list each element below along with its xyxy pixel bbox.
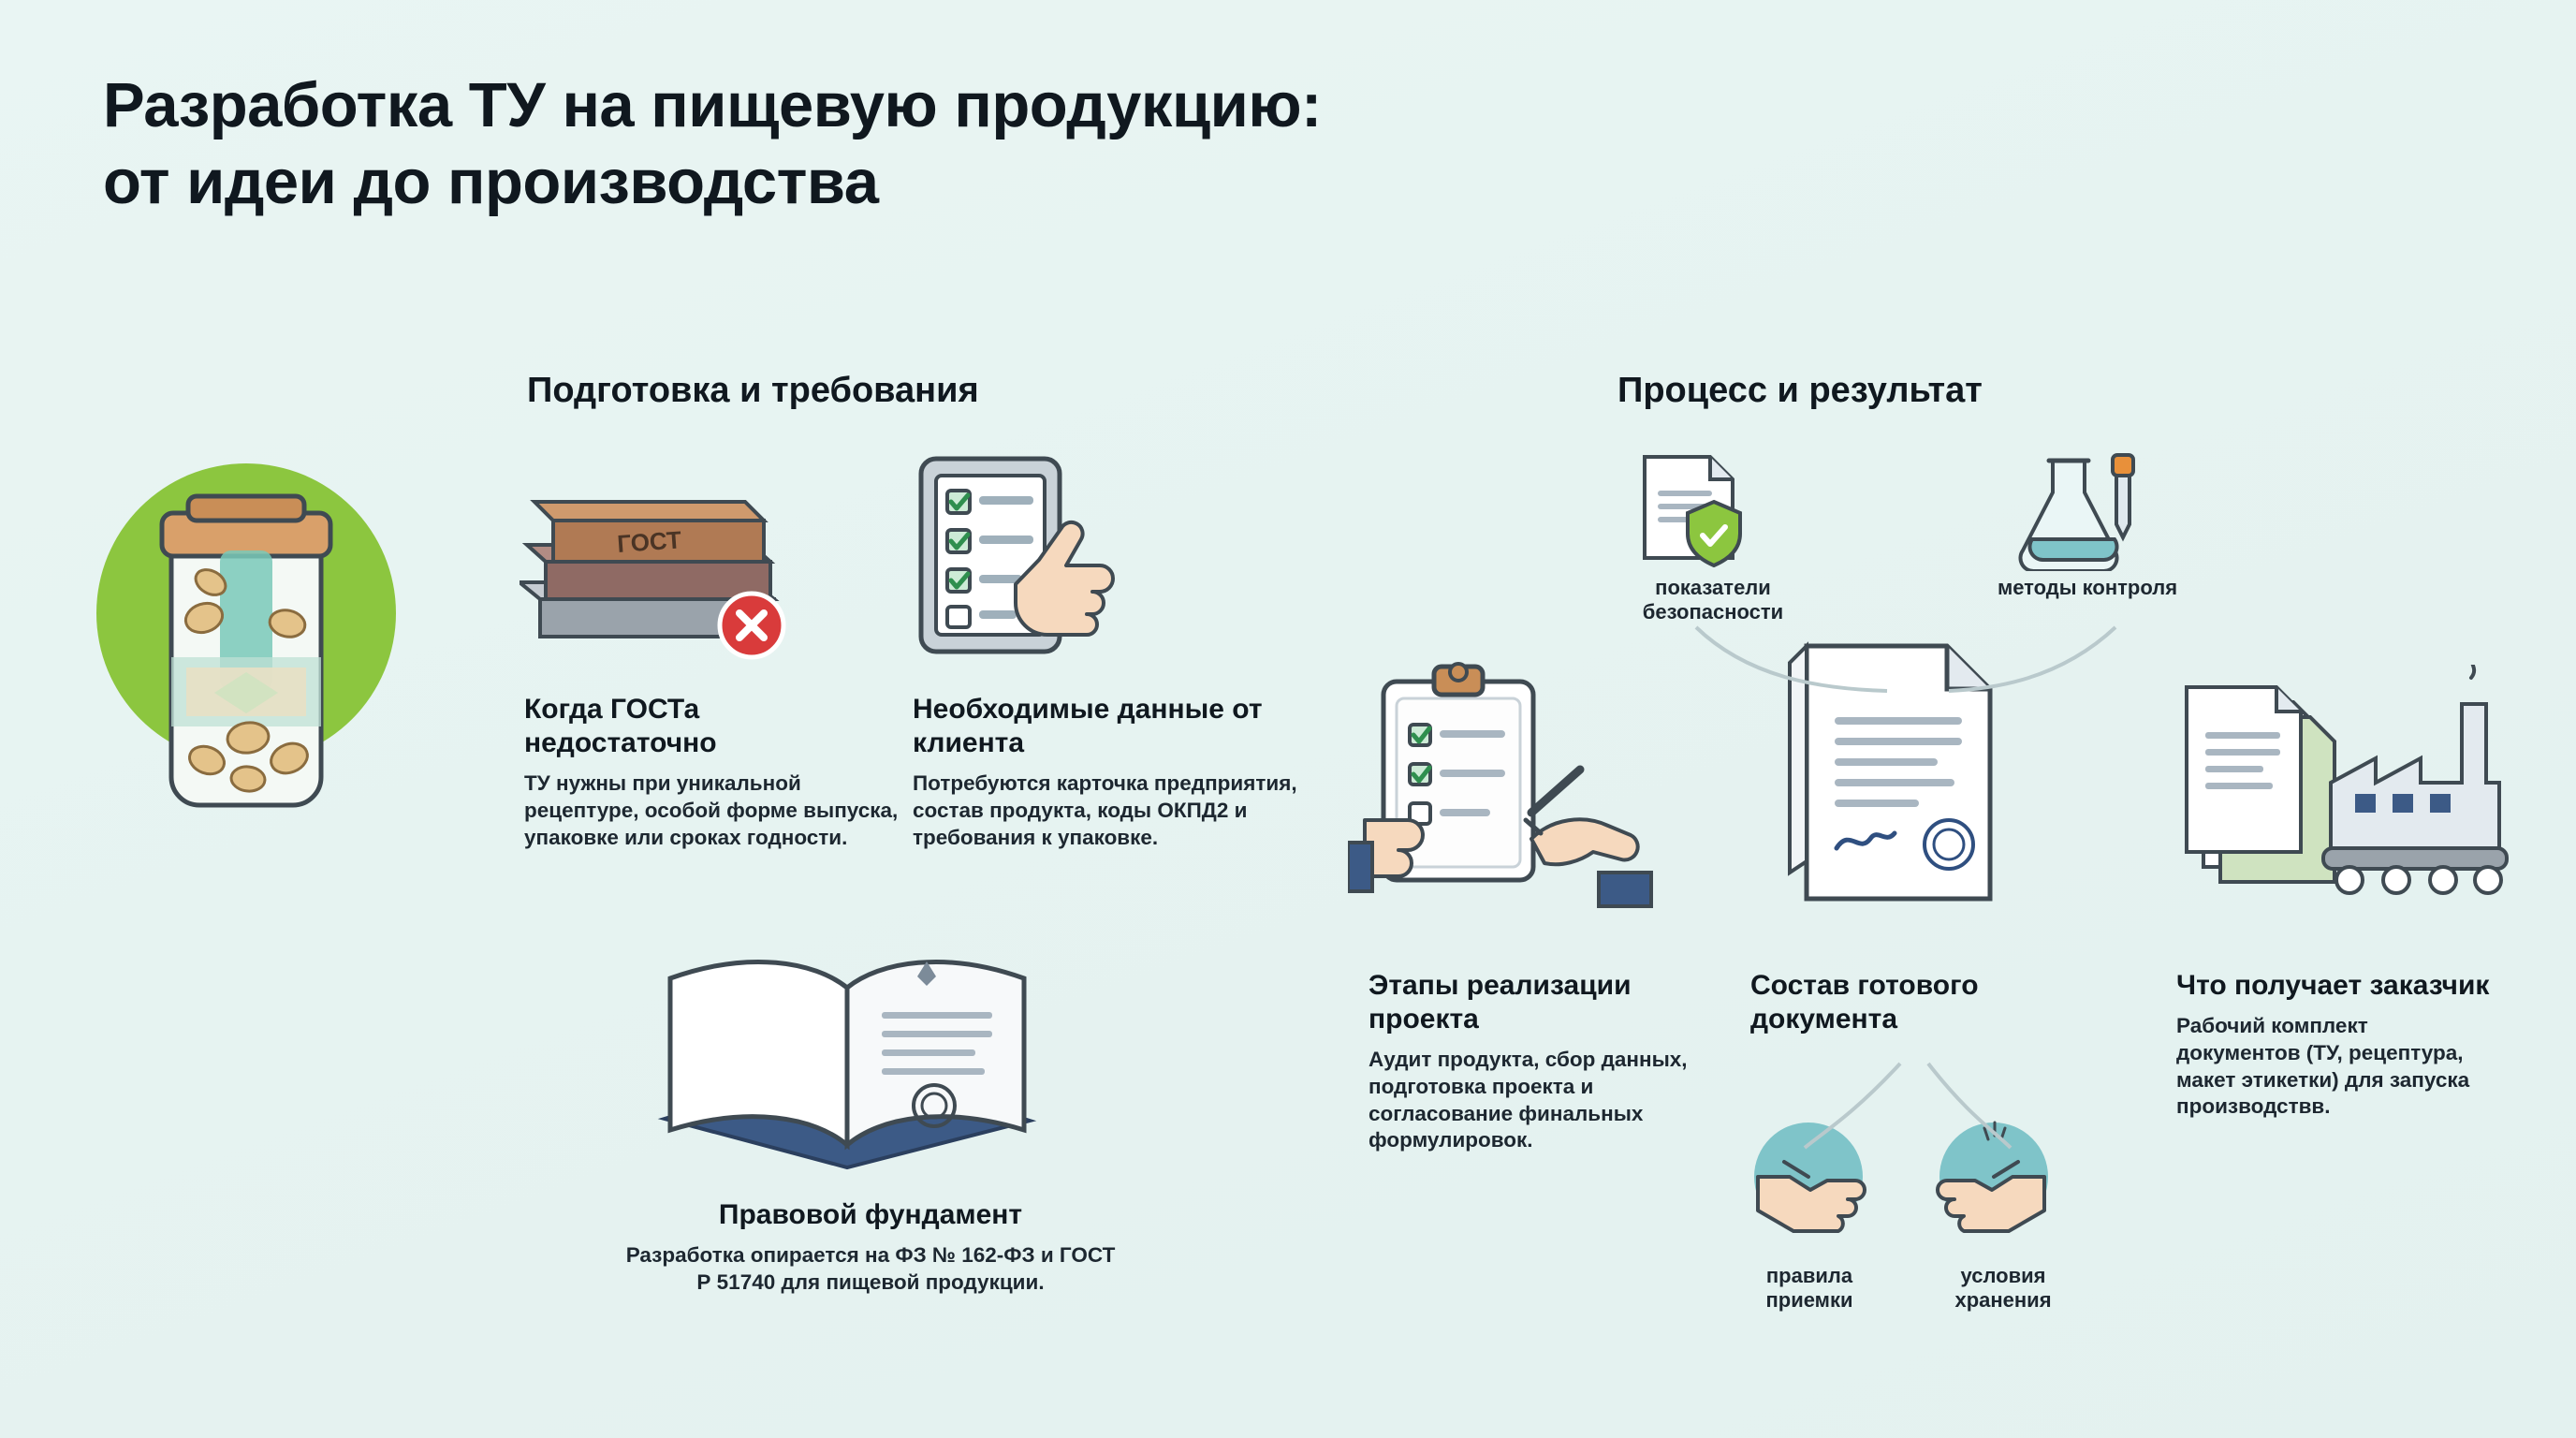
open-law-book-icon [637, 922, 1076, 1194]
card-legal-title: Правовой фундамент [718, 1199, 1023, 1230]
section-heading-process: Процесс и результат [1617, 371, 1983, 410]
page-title-line-2: от идеи до производства [103, 146, 879, 217]
page-title-line-1: Разработка ТУ на пищевую продукцию: [103, 70, 1322, 140]
card-result-body: Рабочий комплект документов (ТУ, рецептура, макет этикетки) для запуска производствв. [2176, 1014, 2470, 1119]
card-client-data [913, 693, 1306, 851]
card-gost-body: ТУ нужны при уникальной рецептуре, особой форме выпуска, упаковке или сроках годности. [524, 771, 899, 849]
card-composition-title: Состав готового документа [1750, 970, 1979, 1034]
card-client-result [2176, 969, 2495, 1121]
card-legal-body: Разработка опирается на ФЗ № 162-ФЗ и ГОСТ Р 51740 для пищевой продукции. [625, 1243, 1116, 1294]
connector-lines-bottom [1713, 1058, 2125, 1208]
card-project-stages [1368, 969, 1743, 1154]
label-safety-indicators: показатели безопасности [1642, 576, 1784, 624]
label-storage-conditions: условия хранения [1954, 1264, 2052, 1313]
label-acceptance-rules: правила приемки [1765, 1264, 1853, 1313]
book-stack-icon [520, 459, 828, 665]
card-gost-title: Когда ГОСТа недостаточно [524, 694, 717, 758]
red-cross-icon [720, 594, 783, 657]
card-stages-body: Аудит продукта, сбор данных, подготовка проекта и согласование финальных формулировок. [1368, 1048, 1688, 1152]
tablet-checklist-icon [899, 449, 1170, 665]
label-control-methods: методы контроля [1997, 576, 2178, 599]
section-heading-preparation: Подготовка и требования [527, 371, 979, 410]
card-legal-foundation [618, 1198, 1123, 1297]
page-title [103, 67, 2256, 220]
card-document-composition [1750, 969, 2078, 1036]
nut-jar-icon [70, 440, 426, 843]
card-stages-title: Этапы реализации проекта [1368, 970, 1632, 1034]
card-client-body: Потребуются карточка предприятия, состав продукта, коды ОКПД2 и требования к упаковке. [913, 771, 1297, 849]
card-result-title: Что получает заказчик [2176, 970, 2490, 1001]
card-gost-insufficient [524, 693, 899, 851]
svg-text:ГОСТ: ГОСТ [616, 525, 682, 558]
card-client-title: Необходимые данные от клиента [913, 694, 1263, 758]
